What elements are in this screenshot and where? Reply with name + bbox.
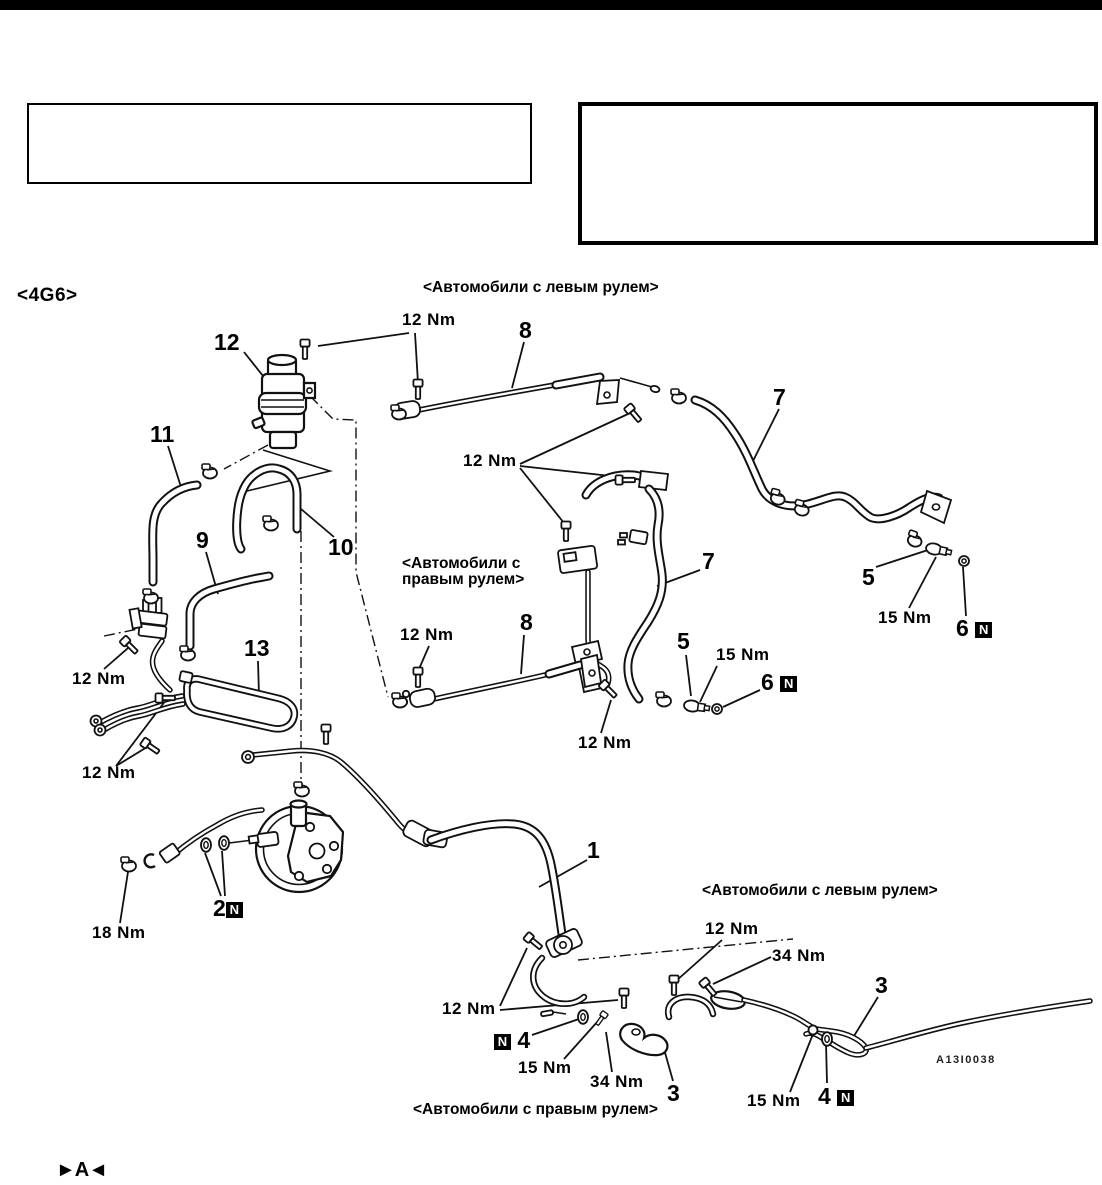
torque-15nm-bottom-right: 15 Nm: [747, 1091, 801, 1110]
callout-8-rhd: 8: [520, 609, 533, 635]
revision-marker: ►A◄: [56, 1159, 108, 1181]
callout-11: 11: [150, 421, 175, 447]
callout-1: 1: [587, 837, 600, 863]
torque-12nm-rhd-pipe8: 12 Nm: [400, 625, 454, 644]
engine-variant-label: <4G6>: [17, 285, 78, 306]
torque-18nm: 18 Nm: [92, 923, 146, 942]
torque-12nm-center: 12 Nm: [463, 451, 517, 470]
n-box-icon: N: [975, 622, 992, 638]
callout-4-number: 4: [818, 1083, 831, 1109]
pressure-hose-1: [431, 824, 584, 1004]
figure-code: A13I0038: [936, 1054, 996, 1066]
callout-6-rhd: [761, 670, 797, 694]
pipe-13: [179, 671, 294, 729]
n-box-icon: N: [837, 1090, 854, 1106]
torque-15nm-bottom-left: 15 Nm: [518, 1058, 572, 1077]
torque-15nm-rhd: 15 Nm: [716, 645, 770, 664]
torque-12nm-left-upper: 12 Nm: [72, 669, 126, 688]
n-box-icon: N: [780, 676, 797, 692]
callout-4-number: 4: [517, 1027, 531, 1053]
callout-2: [213, 896, 243, 920]
callout-5-lhd: 5: [862, 564, 875, 590]
callout-8-lhd: 8: [519, 317, 532, 343]
callout-2-number: 2: [213, 895, 226, 921]
pipe-3-lhd: [668, 989, 1090, 1055]
return-hose-7-lhd: [695, 400, 951, 523]
callout-10: 10: [328, 534, 354, 560]
n-box-icon: N: [494, 1034, 511, 1050]
torque-12nm-bottom-center: 12 Nm: [442, 999, 496, 1018]
header-right-drive-bottom: <Автомобили с правым рулем>: [413, 1101, 658, 1118]
header-right-drive-mid-line2: правым рулем>: [402, 571, 525, 588]
torque-15nm-right-upper: 15 Nm: [878, 608, 932, 627]
pressure-pipe-8-lhd: [394, 377, 660, 420]
torque-34nm-right: 34 Nm: [772, 946, 826, 965]
callout-3-rhd: 3: [667, 1080, 680, 1106]
callout-7-rhd: 7: [702, 548, 715, 574]
torque-12nm-rhd-bracket: 12 Nm: [578, 733, 632, 752]
header-right-drive-mid-line1: <Автомобили с: [402, 555, 521, 572]
torque-12nm-bottom-right: 12 Nm: [705, 919, 759, 938]
n-box-icon: N: [226, 902, 243, 918]
callout-7-lhd: 7: [773, 384, 786, 410]
power-steering-pump: [249, 801, 343, 893]
pressure-pipe-8-rhd: [401, 655, 601, 708]
torque-34nm-center: 34 Nm: [590, 1072, 644, 1091]
torque-12nm-top: 12 Nm: [402, 310, 456, 329]
callout-6-number: 6: [956, 615, 969, 641]
torque-12nm-left-lower: 12 Nm: [82, 763, 136, 782]
callout-12: 12: [214, 329, 240, 355]
callout-4-rhd: [494, 1028, 530, 1052]
callout-6-number: 6: [761, 669, 774, 695]
hose-10: [237, 468, 297, 549]
hose-11: [153, 485, 197, 582]
header-left-drive-top: <Автомобили с левым рулем>: [423, 279, 659, 296]
callout-4-lhd: [818, 1084, 854, 1108]
callout-13: 13: [244, 635, 270, 661]
fluid-reservoir: [252, 355, 315, 448]
header-left-drive-bottom: <Автомобили с левым рулем>: [702, 882, 938, 899]
callout-9: 9: [196, 527, 209, 553]
callout-6-lhd: [956, 616, 992, 640]
callout-3-lhd: 3: [875, 972, 888, 998]
callout-5-rhd: 5: [677, 628, 690, 654]
fittings-washers: [201, 542, 969, 1046]
